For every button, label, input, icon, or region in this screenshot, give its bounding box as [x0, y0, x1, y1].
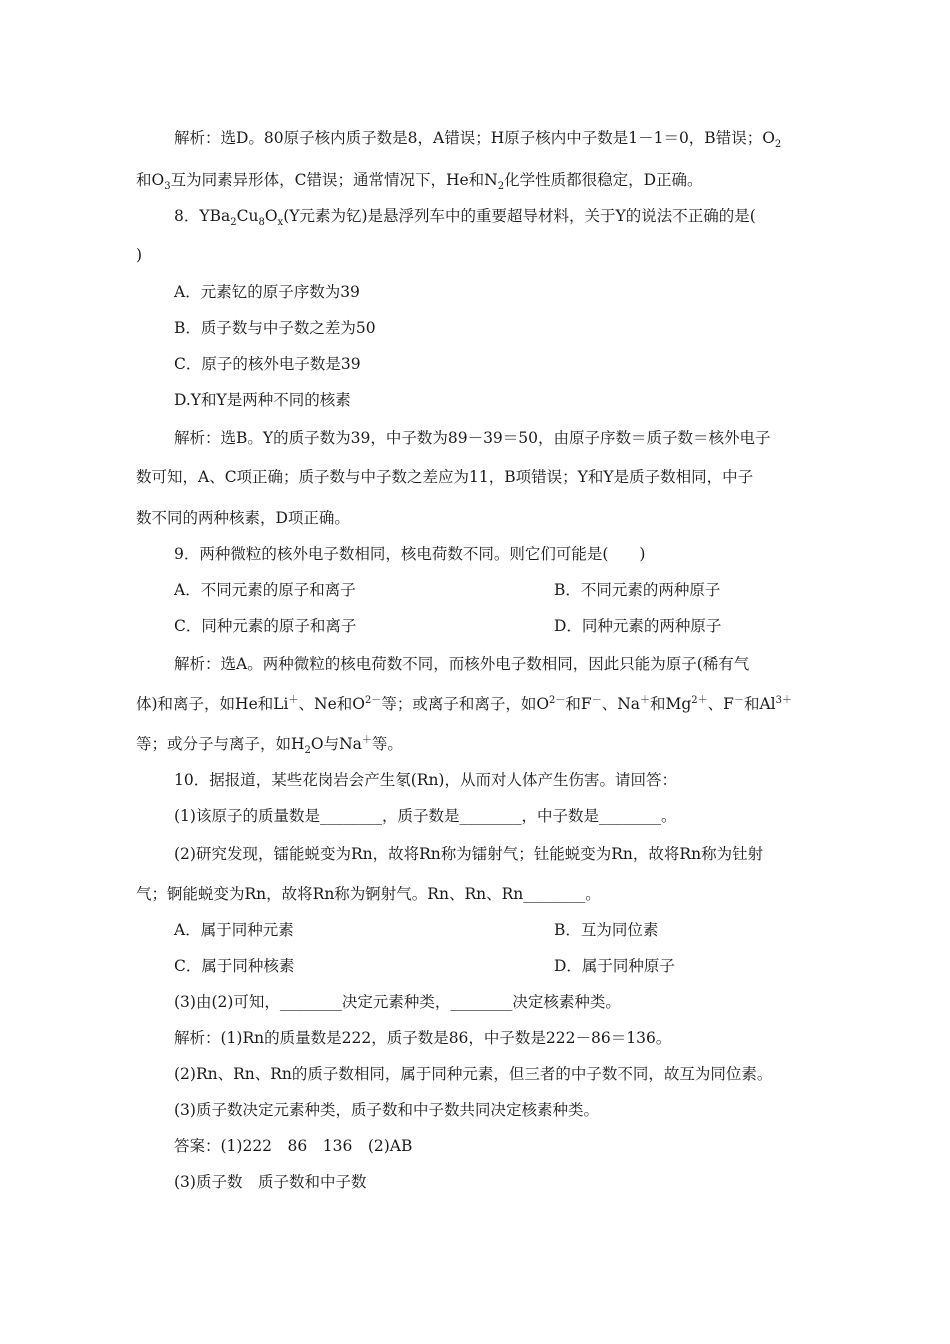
q8-option-b: B．质子数与中子数之差为50 — [174, 319, 376, 337]
q10-option-a: A．属于同种元素 — [174, 921, 294, 939]
q8-analysis-line-2: 数可知，A、C项正确；质子数与中子数之差应为11，B项错误；Y和Y是质子数相同，中子 — [136, 468, 754, 486]
q8-analysis-line-3: 数不同的两种核素，D项正确。 — [136, 509, 350, 527]
q9-options-row-1 — [174, 580, 816, 600]
q10-part-1: (1)该原子的质量数是________，质子数是________，中子数是________。 — [174, 807, 677, 825]
q10-analysis-line-2: (2)Rn、Rn、Rn的质子数相同，属于同种元素，但三者的中子数不同，故互为同位素。 — [174, 1065, 773, 1083]
q10-answer-line-2: (3)质子数 质子数和中子数 — [174, 1173, 367, 1191]
q7-analysis-line-1: 解析：选D。80原子核内质子数是8，A错误；H原子核内中子数是1－1＝0，B错误；$O_2$ — [174, 129, 782, 151]
q9-option-b: B．不同元素的两种原子 — [554, 581, 721, 599]
q8-analysis-line-1: 解析：选B。Y的质子数为39，中子数为89－39＝50，由原子序数＝质子数＝核外电子 — [174, 429, 771, 447]
q8-option-a: A．元素钇的原子序数为39 — [174, 283, 360, 301]
q8-option-d: D.Y和Y是两种不同的核素 — [174, 391, 351, 409]
q9-option-a: A．不同元素的原子和离子 — [174, 581, 356, 599]
q10-analysis-line-1: 解析：(1)Rn的质量数是222，质子数是86，中子数是222－86＝136。 — [174, 1029, 672, 1047]
q8-stem: 8．$YBa_2Cu_8O_x(Y$元素为钇)是悬浮列车中的重要超导材料，关于Y的说法不正确的是( — [174, 207, 756, 229]
q10-analysis-line-3: (3)质子数决定元素种类，质子数和中子数共同决定核素种类。 — [174, 1101, 599, 1119]
q9-option-c: C．同种元素的原子和离子 — [174, 617, 357, 635]
q10-option-d: D．属于同种原子 — [554, 957, 675, 975]
q8-option-c: C．原子的核外电子数是39 — [174, 355, 361, 373]
q10-part-3: (3)由(2)可知，________决定元素种类，________决定核素种类。 — [174, 993, 621, 1011]
q10-option-c: C．属于同种核素 — [174, 957, 295, 975]
q9-analysis-line-3: 等；或分子与离子，如$H_2O$与Na＋等。 — [136, 734, 403, 757]
q7-analysis-line-2: 和$O_3$互为同素异形体，C错误；通常情况下，He和$N_2$化学性质都很稳定，D正确。 — [136, 171, 703, 193]
q10-options-row-2 — [174, 956, 816, 976]
q9-stem: 9．两种微粒的核外电子数相同，核电荷数不同。则它们可能是( ) — [174, 545, 646, 563]
q9-analysis-line-1: 解析：选A。两种微粒的核电荷数不同，而核外电子数相同，因此只能为原子(稀有气 — [174, 655, 750, 673]
q10-option-b: B．互为同位素 — [554, 921, 659, 939]
q9-options-row-2 — [174, 616, 816, 636]
q10-options-row-1 — [174, 920, 816, 940]
q10-part-2-line-1: (2)研究发现，镭能蜕变为Rn，故将Rn称为镭射气；钍能蜕变为Rn，故将Rn称为钍射 — [174, 845, 764, 863]
q9-option-d: D．同种元素的两种原子 — [554, 617, 722, 635]
q10-part-2-line-2: 气；锕能蜕变为Rn，故将Rn称为锕射气。Rn、Rn、Rn________。 — [136, 885, 601, 903]
q9-analysis-line-2: 体)和离子，如He和Li＋、Ne和$O^{2-}$等；或离子和离子，如$O^{2-}$和F－、Na＋和$Mg^{2+}$、F－和$Al^{3+}$ — [136, 694, 792, 713]
q8-stem-close: ) — [136, 246, 143, 264]
q10-stem: 10．据报道，某些花岗岩会产生氡(Rn)，从而对人体产生伤害。请回答： — [174, 771, 677, 789]
q10-answer-line-1: 答案：(1)222 86 136 (2)AB — [174, 1137, 413, 1155]
